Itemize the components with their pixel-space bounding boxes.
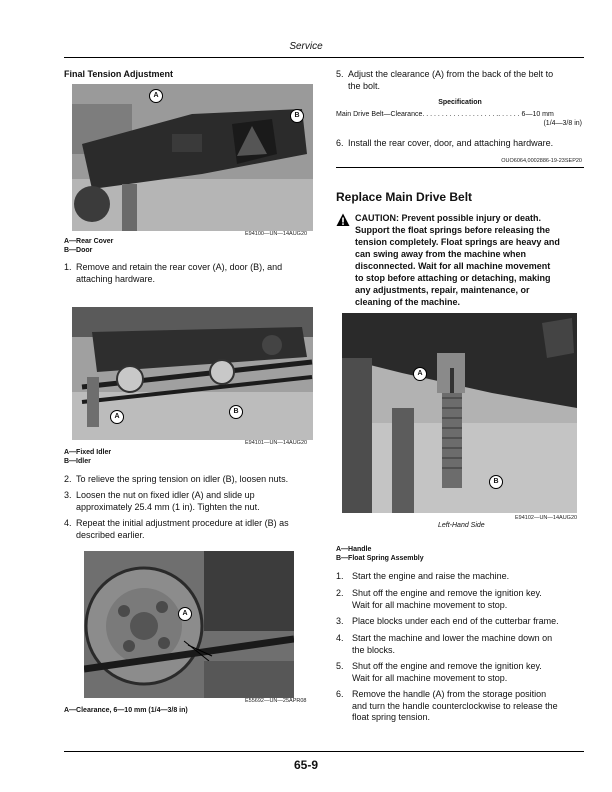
step-text: approximately 25.4 mm (1 in). Tighten the nut.: [76, 501, 260, 512]
callout-b: B: [229, 405, 243, 419]
caution-line: Support the float springs before releasing the: [355, 225, 551, 235]
step-text: the blocks.: [352, 644, 396, 655]
page-number: 65-9: [293, 758, 319, 772]
caution-line: any adjustments, repair, maintenance, or: [355, 285, 530, 295]
caution-line: disconnected. Wait for all machine movement: [355, 261, 551, 271]
callout-a: A: [178, 607, 192, 621]
page-header-title: Service: [289, 41, 323, 52]
step-text: Place blocks under each end of the cutterbar frame.: [352, 616, 559, 626]
step-number: 1.: [64, 262, 72, 272]
figure-clearance-photo: [84, 551, 294, 698]
figure-code: E55692—UN—25APR08: [245, 698, 307, 704]
header-rule: [64, 57, 584, 58]
step-number: 4.: [336, 633, 344, 643]
step-text: Start the machine and lower the machine down on: [352, 633, 553, 643]
footer-rule: [64, 751, 584, 752]
callout-b: B: [290, 109, 304, 123]
step-number: 6.: [336, 138, 344, 148]
figure-code: E94100—UN—14AUG20: [245, 231, 308, 237]
step-text: Wait for all machine movement to stop.: [352, 599, 508, 610]
step-text: Loosen the nut on fixed idler (A) and slide up: [76, 490, 255, 500]
section-title-replace-belt: Replace Main Drive Belt: [336, 190, 473, 204]
spec-heading: Specification: [438, 99, 482, 106]
step-number: 2.: [336, 588, 344, 598]
step-text: Adjust the clearance (A) from the back of the belt to: [348, 69, 554, 79]
step-number: 5.: [336, 661, 344, 671]
step-text: To relieve the spring tension on idler (B), loosen nuts.: [76, 474, 289, 484]
step-text: Repeat the initial adjustment procedure at idler (B) as: [76, 518, 289, 528]
callout-a: A: [149, 89, 163, 103]
step-text: float spring tension.: [352, 712, 431, 722]
document-id: OUO6064,0002886-19-23SEP20: [501, 158, 582, 164]
step-text: the bolt.: [348, 80, 381, 91]
caution-line: cleaning of the machine.: [355, 297, 461, 307]
step-number: 1.: [336, 571, 344, 581]
callout-a: A: [110, 410, 124, 424]
figure-code: E94101—UN—14AUG20: [245, 440, 308, 446]
step-text: Shut off the engine and remove the ignition key.: [352, 588, 542, 598]
step-text: Remove and retain the rear cover (A), door (B), and: [76, 262, 283, 272]
step-number: 2.: [64, 474, 72, 484]
caution-line: CAUTION: Prevent possible injury or death.: [355, 213, 542, 223]
step-text: Shut off the engine and remove the ignition key.: [352, 661, 542, 671]
step-text: Install the rear cover, door, and attaching hardware.: [348, 138, 554, 148]
figure-code: E94102—UN—14AUG20: [515, 515, 578, 521]
figure-float-spring-photo: [342, 313, 577, 513]
caution-triangle-icon: [336, 213, 350, 227]
legend-item: B—Idler: [64, 458, 91, 465]
caution-line: tension completely. Float springs are heavy and: [355, 237, 560, 247]
step-number: 3.: [336, 616, 344, 626]
caution-line: to stop before attaching or detaching, making: [355, 273, 551, 283]
figure-side-label: Left-Hand Side: [438, 522, 485, 529]
legend-item: A—Clearance, 6—10 mm (1/4—3/8 in): [64, 707, 188, 714]
caution-block: [355, 212, 585, 308]
legend-item: B—Float Spring Assembly: [336, 555, 424, 562]
spec-value-imperial: (1/4—3/8 in): [543, 120, 582, 127]
figure-rear-cover-photo: [72, 84, 313, 231]
step-text: Wait for all machine movement to stop.: [352, 672, 508, 683]
legend-item: A—Fixed Idler: [64, 449, 112, 456]
step-text: and turn the handle counterclockwise to release the: [352, 700, 558, 711]
callout-b: B: [489, 475, 503, 489]
callout-a: A: [413, 367, 427, 381]
step-number: 4.: [64, 518, 72, 528]
step-number: 3.: [64, 490, 72, 500]
caution-line: can swing away from the machine when: [355, 249, 527, 259]
section-title-final-tension: Final Tension Adjustment: [64, 69, 174, 79]
step-number: 5.: [336, 69, 344, 79]
figure-idler-photo: [72, 307, 313, 440]
legend-item: B—Door: [64, 247, 93, 254]
section-rule: [336, 167, 584, 168]
step-text: attaching hardware.: [76, 273, 156, 284]
step-text: Start the engine and raise the machine.: [352, 571, 510, 581]
spec-label: Main Drive Belt—Clearance. . . . . . . . . . . . . . . . . . . .. . . . . . 6—10 mm: [336, 111, 554, 118]
legend-item: A—Handle: [336, 546, 372, 553]
step-text: Remove the handle (A) from the storage position: [352, 689, 547, 699]
step-text: described earlier.: [76, 529, 145, 540]
step-number: 6.: [336, 689, 344, 699]
legend-item: A—Rear Cover: [64, 238, 114, 245]
